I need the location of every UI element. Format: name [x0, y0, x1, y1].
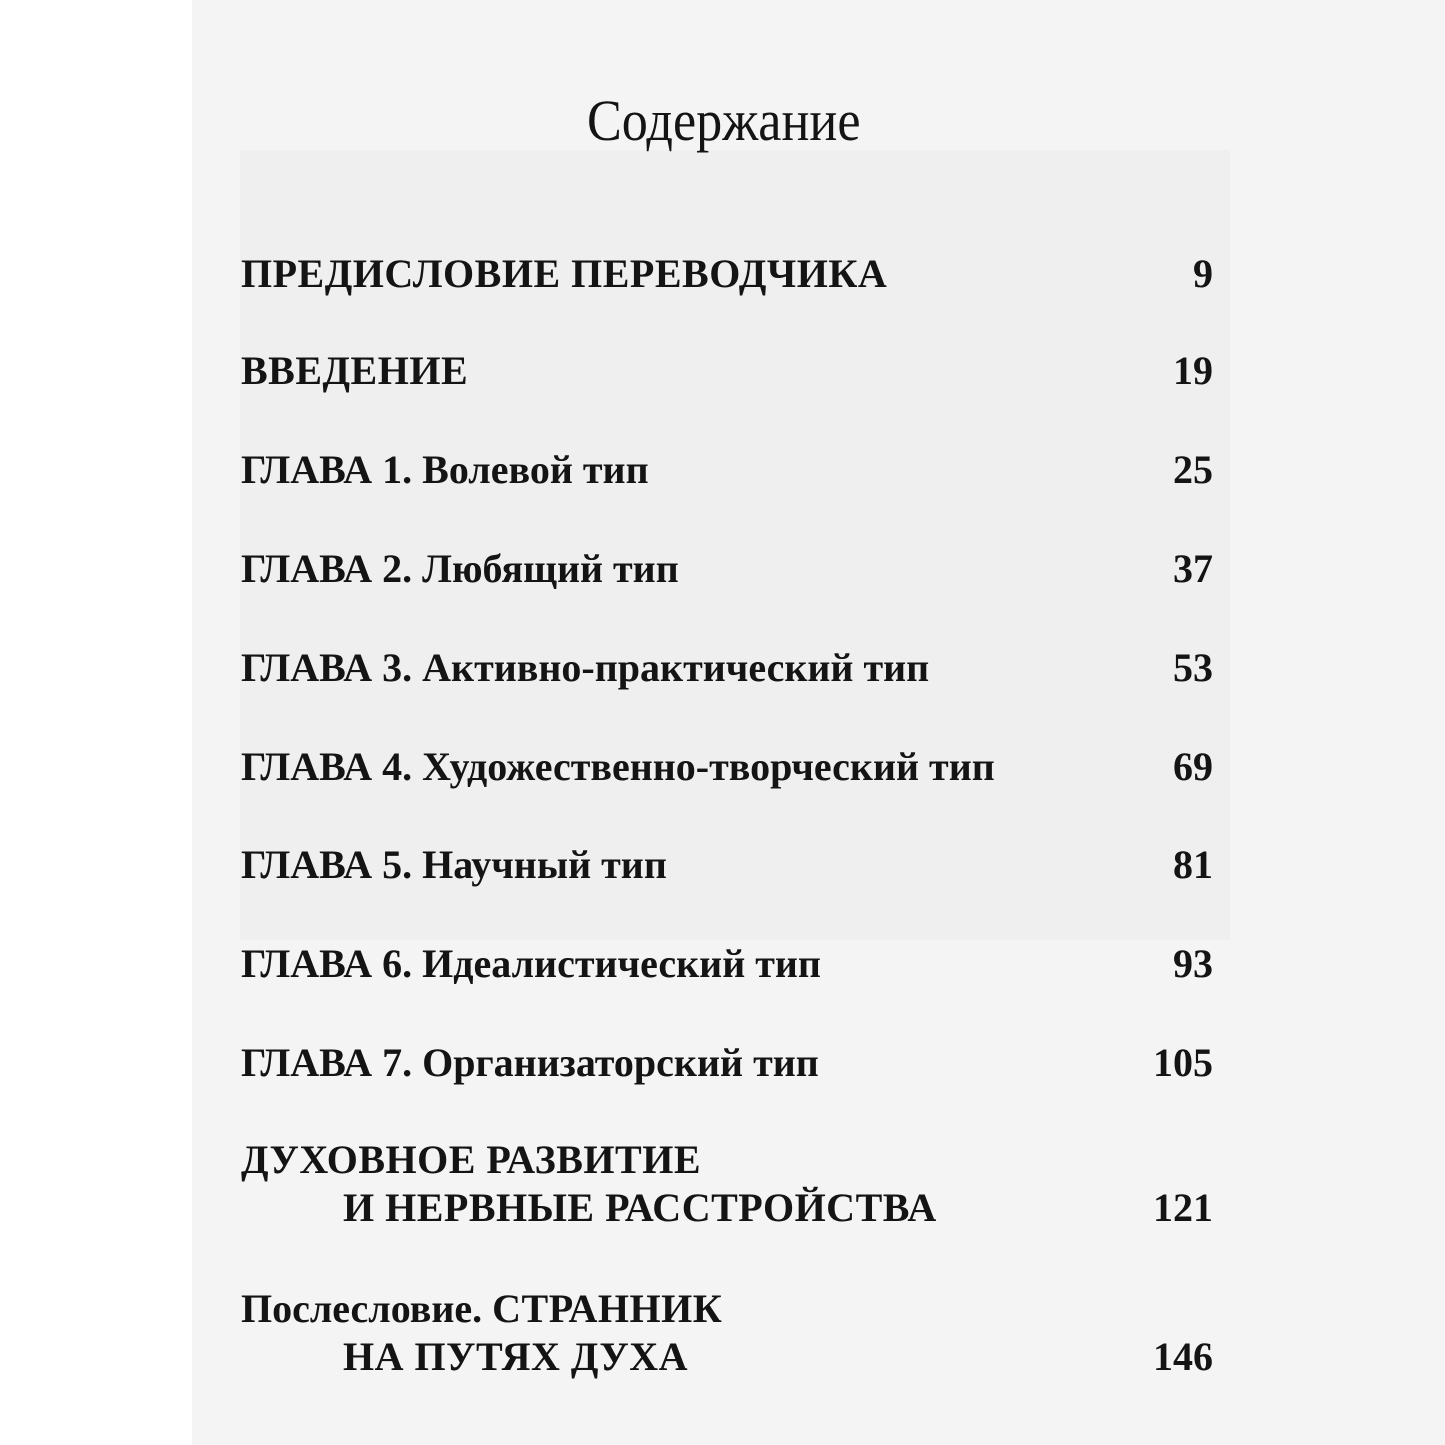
toc-entry-label: ГЛАВА 5. Научный тип [241, 842, 667, 887]
afterword-title: СТРАННИК [492, 1286, 723, 1331]
toc-entry-page: 121 [1153, 1185, 1213, 1230]
toc-entry-spiritual-development [241, 1136, 1213, 1232]
toc-entry-chapter-4 [241, 743, 1213, 791]
page-title: Содержание [586, 87, 861, 153]
toc-entry-label: ГЛАВА 7. Организаторский тип [241, 1040, 819, 1085]
toc-entry-page: 69 [1173, 744, 1213, 789]
toc-entry-introduction [241, 347, 1213, 395]
toc-entry-preface [241, 250, 1213, 298]
toc-entry-page: 19 [1173, 348, 1213, 393]
toc-entry-chapter-3 [241, 644, 1213, 692]
toc-entry-page: 25 [1173, 447, 1213, 492]
toc-entry-chapter-5 [241, 841, 1213, 889]
toc-entry-label: ВВЕДЕНИЕ [241, 348, 469, 393]
toc-entry-page: 105 [1153, 1040, 1213, 1085]
toc-entry-page: 81 [1173, 842, 1213, 887]
toc-entry-label-line-1: ДУХОВНОЕ РАЗВИТИЕ [241, 1137, 702, 1182]
toc-entry-chapter-1 [241, 446, 1213, 494]
toc-entry-page: 93 [1173, 941, 1213, 986]
toc-entry-label-line-1 [241, 1285, 1213, 1333]
toc-entry-label: ГЛАВА 2. Любящий тип [241, 546, 679, 591]
toc-entry-chapter-2 [241, 545, 1213, 593]
toc-entry-page: 53 [1173, 645, 1213, 690]
toc-entry-label: ГЛАВА 4. Художественно-творческий тип [241, 744, 995, 789]
toc-entry-chapter-6 [241, 940, 1213, 988]
toc-entry-page: 37 [1173, 546, 1213, 591]
toc-entry-page: 9 [1193, 251, 1213, 296]
toc-entry-label-line-2: И НЕРВНЫЕ РАССТРОЙСТВА [343, 1185, 937, 1230]
toc-entry-afterword [241, 1285, 1213, 1381]
toc-entry-page: 146 [1153, 1334, 1213, 1379]
toc-entry-label: ПРЕДИСЛОВИЕ ПЕРЕВОДЧИКА [241, 251, 888, 296]
toc-entry-label: ГЛАВА 1. Волевой тип [241, 447, 649, 492]
toc-entry-label-line-2: НА ПУТЯХ ДУХА [343, 1334, 689, 1379]
toc-entry-chapter-7 [241, 1039, 1213, 1087]
toc-entry-label: ГЛАВА 6. Идеалистический тип [241, 941, 821, 986]
afterword-prefix: Послесловие. [241, 1286, 483, 1331]
toc-entry-label: ГЛАВА 3. Активно-практический тип [241, 645, 930, 690]
